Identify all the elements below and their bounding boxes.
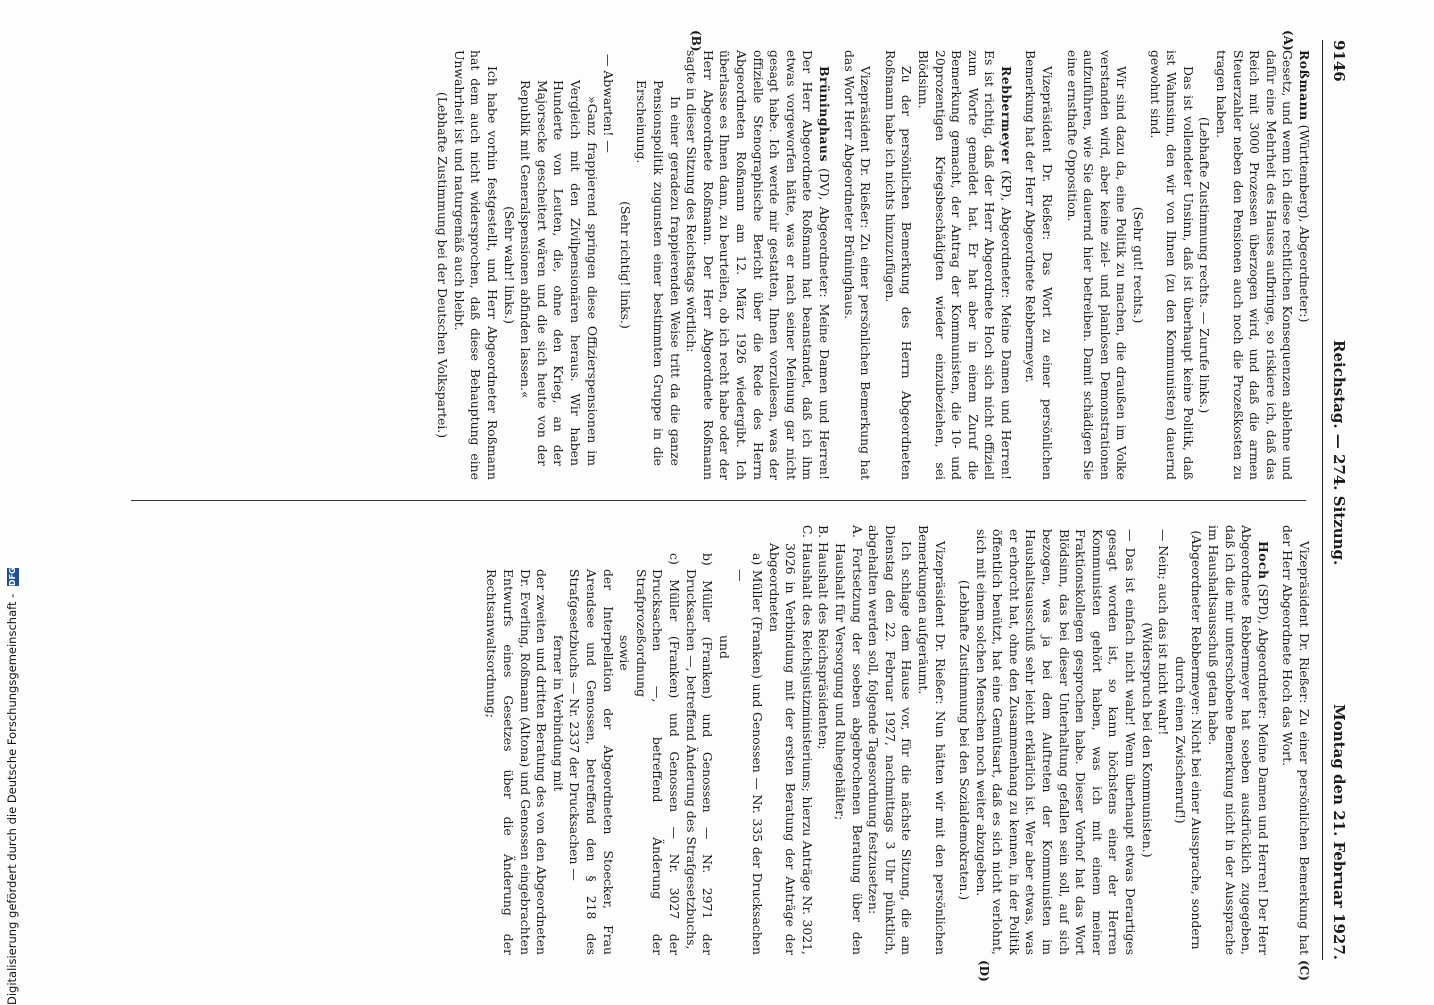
paragraph-text: c) Müller (Franken) und Genossen — Nr. 3027 der Drucksachen —, betreffend Änderung der Strafprozeßordnung (633, 553, 683, 955)
paragraph-text: (Lebhafte Zustimmung rechts. — Zurufe links.) (1197, 116, 1213, 414)
interjection (1196, 50, 1213, 480)
paragraph-text: Vizepräsident Dr. Rießer: Zu einer persönlichen Bemerkung hat der Herr Abgeordnete Hoch das Wort. (1280, 525, 1312, 955)
speech-paragraph (914, 50, 1014, 480)
text-paragraph (616, 525, 633, 955)
right-column (483, 525, 1312, 955)
paragraph-text: Vizepräsident Dr. Rießer: Nun hätten wir mit den persönlichen Bemerkungen aufgeräumt. (915, 525, 948, 955)
paragraph-text: a) Müller (Franken) und Genossen — Nr. 335 der Drucksachen — (733, 553, 765, 955)
session-date: Montag den 21. Februar 1927. (1330, 704, 1348, 960)
paragraph-gap (948, 525, 956, 955)
margin-marker-c: (C) (1297, 960, 1311, 981)
interjection (500, 50, 517, 480)
interjection (434, 50, 451, 480)
text-paragraph (914, 525, 947, 955)
paragraph-text: Das ist vollendeter Unsinn, daß ist überhaupt keine Politik, daß ist Wahnsinn, den wir von Ihnen (zu den Kommunisten) dauernd gewohnt sind. (1147, 50, 1196, 480)
paragraph-text: (KP), Abgeordneter: Meine Damen und Herren! Es ist richtig, daß der Herr Abgeordnete Hoch sich nicht offiziell zum Worte gemeldet hat. Er hat aber in einem Zuruf die Bemerkung gemacht, der Antrag der Kommunisten, die 10- und 20prozentigen Kriegsbeschädigten wieder einzubeziehen, sei Blödsinn. (915, 50, 1014, 480)
paragraph-gap (1055, 50, 1063, 480)
interjection (1171, 525, 1204, 955)
paragraph-text: Gesetz, und wenn ich diese rechtlichen Konsequenzen ablehne und dafür eine Mehrheit des Hauses aufbringe, so riskiere ich, daß das Reich mit 3000 Prozessen überzogen wird, und daß die armen Steuerzahler neben den Pensionen auch noch die Prozeßkosten zu tragen haben. (1214, 50, 1296, 480)
text-paragraph (815, 525, 832, 955)
speaker-name: Rebbermeyer (998, 66, 1014, 165)
paragraph-text: (Lebhafte Zustimmung bei den Sozialdemokraten.) (957, 579, 973, 901)
text-paragraph (840, 50, 873, 480)
text-paragraph (972, 525, 1138, 955)
margin-marker-a: (A) (1281, 30, 1295, 51)
speech-paragraph (1295, 50, 1312, 480)
paragraph-text: A. Fortsetzung der soeben abgebrochenen Beratung über den Haushalt für Versorgung und Ruhegehälter; (832, 525, 865, 955)
text-paragraph (1279, 525, 1312, 955)
paragraph-text: (Widerspruch bei den Kommunisten.) (1139, 622, 1155, 858)
rotated-document-page (14, 0, 1424, 1000)
paragraph-text: Wir sind dazu da, eine Politik zu machen, die draußen im Volke verstanden wird, aber keine ziel- und planlosen Demonstrationen aufzuführen, wie Sie dauernd hier betreiben. Damit schädigen Sie eine ernsthafte Opposition. (1064, 50, 1130, 480)
paragraph-text: und (716, 635, 732, 659)
speaker-name: Roßmann (1297, 50, 1312, 121)
paragraph-text: der Interpellation der Abgeordneten Stoecker, Frau Arendsee und Genossen, betreffend den § 218 des Strafgesetzbuchs — Nr. 2337 der Drucksachen — (567, 569, 616, 955)
text-paragraph (682, 525, 715, 955)
text-paragraph (632, 525, 682, 955)
text-paragraph (881, 50, 914, 480)
paragraph-text: Vizepräsident Dr. Rießer: Das Wort zu einer persönlichen Bemerkung hat der Herr Abgeordnete Rebbermeyer. (1023, 50, 1056, 480)
paragraph-text: b) Müller (Franken) und Genossen — Nr. 2971 der Drucksachen —, betreffend Änderung des Strafgesetzbuchs, (683, 553, 716, 955)
paragraph-gap (1271, 525, 1279, 955)
paragraph-text: (SPD), Abgeordneter: Meine Damen und Herren! Der Herr Abgeordnete Rebbermeyer hat soeben ausdrücklich zugegeben, daß ich die mir unterschobene Bemerkung nicht in der Aussprache im Haushaltsausschuß getan habe. (1206, 525, 1271, 955)
text-paragraph (1146, 50, 1196, 480)
paragraph-text: (DV), Abgeordneter: Meine Damen und Herren! Der Herr Abgeordnete Roßmann hat beanstandet, daß ich ihm etwas vorgeworfen hätte, was er nach seiner Meinung gar nicht gesagt habe. Ich werde mir gestatten, Ihnen vorzulesen, was der offizielle Stenographische Bericht über die Rede des Herrn Abgeordneten Roßmann am 12. März 1926 wiedergibt. Ich überlasse es Ihnen dann, zu beurteilen, ob ich recht habe oder der Herr Abgeordnete Roßmann. Der Herr Abgeordnete Roßmann sagte in dieser Sitzung des Reichstags wörtlich: (684, 50, 832, 480)
text-paragraph (1212, 50, 1295, 480)
text-paragraph (715, 525, 732, 955)
text-paragraph (865, 525, 915, 955)
text-paragraph (1155, 525, 1172, 955)
margin-marker-d: (D) (977, 960, 991, 982)
text-paragraph (600, 50, 617, 480)
paragraph-text: »Ganz frappierend springen diese Offizierspensionen im Vergleich mit den Zivilpensionären heraus. Wir haben Hunderte von Leuten, die, ohne den Krieg, an der Majorsecke gescheitert wären und die sich heute von der Republik mit Generalspensionen abfinden lassen.« (518, 80, 600, 466)
paragraph-text: (Sehr wahr! links.) (501, 206, 517, 324)
header-rule (1322, 40, 1323, 960)
paragraph-text: der zweiten und dritten Beratung des von den Abgeordneten Dr. Everling, Roßmann (Altona) und Genossen eingebrachten Entwurfs eines Gesetzes über die Änderung der Rechtsanwaltsordnung; (484, 569, 550, 955)
paragraph-gap (832, 50, 840, 480)
paragraph-text: Ich habe vorhin festgestellt, und Herr Abgeordneter Roßmann hat dem auch nicht widersprochen, daß diese Behauptung eine Unwahrheit ist und naturgemäß auch bleibt. (451, 50, 501, 480)
text-paragraph (517, 50, 600, 480)
text-paragraph (732, 525, 765, 955)
paragraph-text: — Das ist einfach nicht wahr! Wenn überhaupt etwas Derartiges gesagt worden ist, so kann höchstens einer der Herren Kommunisten gehört haben, was ich mit einem meiner Fraktionskollegen gesprochen habe. Dieser Vorhof hat das Wort Blödsinn, das bei dieser Unterhaltung gefallen sein soll, auf sich bezogen, was ja bei dem Auftreten der Kommunisten im Haushaltsausschuß sehr leicht erklärlich ist. Wer aber etwas, was er erhorcht hat, ohne den Zusammenhang zu kennen, in der Politik öffentlich benützt, hat eine Gemütsart, daß es sich nicht verlohnt, sich mit einem solchen Menschen noch weiter abzugeben. (973, 529, 1139, 955)
digitization-note: Digitalisierung gefördert durch die Deutsche Forschungsgemeinschaft - (5, 593, 19, 1005)
paragraph-text: sowie (617, 635, 633, 671)
paragraph-text: — Abwarten! — (601, 54, 617, 153)
text-paragraph (450, 50, 500, 480)
text-paragraph (765, 525, 815, 955)
paragraph-gap (873, 50, 881, 480)
left-column (434, 50, 1312, 480)
paragraph-text: — Nein; auch das ist nicht wahr! (1156, 529, 1172, 736)
text-paragraph (831, 525, 864, 955)
paragraph-text: (Sehr richtig! links.) (617, 201, 633, 329)
paragraph-text: B. Haushalt des Reichspräsidenten; (816, 525, 832, 750)
paragraph-text: Ich schlage dem Hause vor, für die nächste Sitzung, die am Dienstag den 22. Februar 1927, nachmittags 3 Uhr pünktlich, abgehalten werden soll, folgende Tagesordnung festzusetzen: (866, 525, 915, 955)
speech-paragraph (683, 50, 832, 480)
digitization-footer (2, 5, 22, 1005)
interjection (1138, 525, 1155, 955)
column-divider (131, 500, 1306, 501)
text-paragraph (1063, 50, 1129, 480)
dfg-logo: DFG (7, 567, 17, 587)
running-head (1324, 40, 1354, 960)
paragraph-text: (Württemberg), Abgeordneter:) (1297, 120, 1312, 323)
speech-paragraph (1204, 525, 1270, 955)
paragraph-text: Zu der persönlichen Bemerkung des Herrn Abgeordneten Roßmann habe ich nichts hinzuzufügen. (882, 50, 915, 480)
paragraph-text: Vizepräsident Dr. Rießer: Zu einer persönlichen Bemerkung hat das Wort Herr Abgeordneter Brüninghaus. (841, 50, 874, 480)
text-paragraph (549, 525, 566, 955)
paragraph-text: (Lebhafte Zustimmung bei der Deutschen Volkspartei.) (435, 91, 451, 439)
text-paragraph (483, 525, 549, 955)
paragraph-text: ferner in Verbindung mit (550, 635, 566, 792)
text-paragraph (1022, 50, 1055, 480)
session-title: Reichstag. — 274. Sitzung. (1330, 340, 1348, 566)
interjection (616, 50, 633, 480)
interjection (1129, 50, 1146, 480)
speaker-name: Brüninghaus (816, 66, 832, 162)
margin-marker-b: (B) (689, 30, 703, 52)
speaker-name: Hoch (1255, 541, 1271, 580)
paragraph-text: (Sehr gut! rechts.) (1131, 206, 1147, 324)
paragraph-text: In einer geradezu frappierenden Weise tritt da die ganze Pensionspolitik zugunsten einer bestimmten Gruppe in die Erscheinung. (634, 80, 683, 466)
interjection (956, 525, 973, 955)
paragraph-text: C. Haushalt des Reichsjustizministeriums; hierzu Anträge Nr. 3021, 3026 in Verbindung mit der ersten Beratung der Anträge der Abgeordneten (766, 525, 815, 955)
text-paragraph (633, 50, 683, 480)
text-paragraph (566, 525, 616, 955)
page-number: 9146 (1330, 40, 1348, 82)
paragraph-text: (Abgeordneter Rebbermeyer: Nicht bei einer Aussprache, sondern durch einen Zwischenruf!) (1172, 530, 1205, 950)
paragraph-gap (1014, 50, 1022, 480)
